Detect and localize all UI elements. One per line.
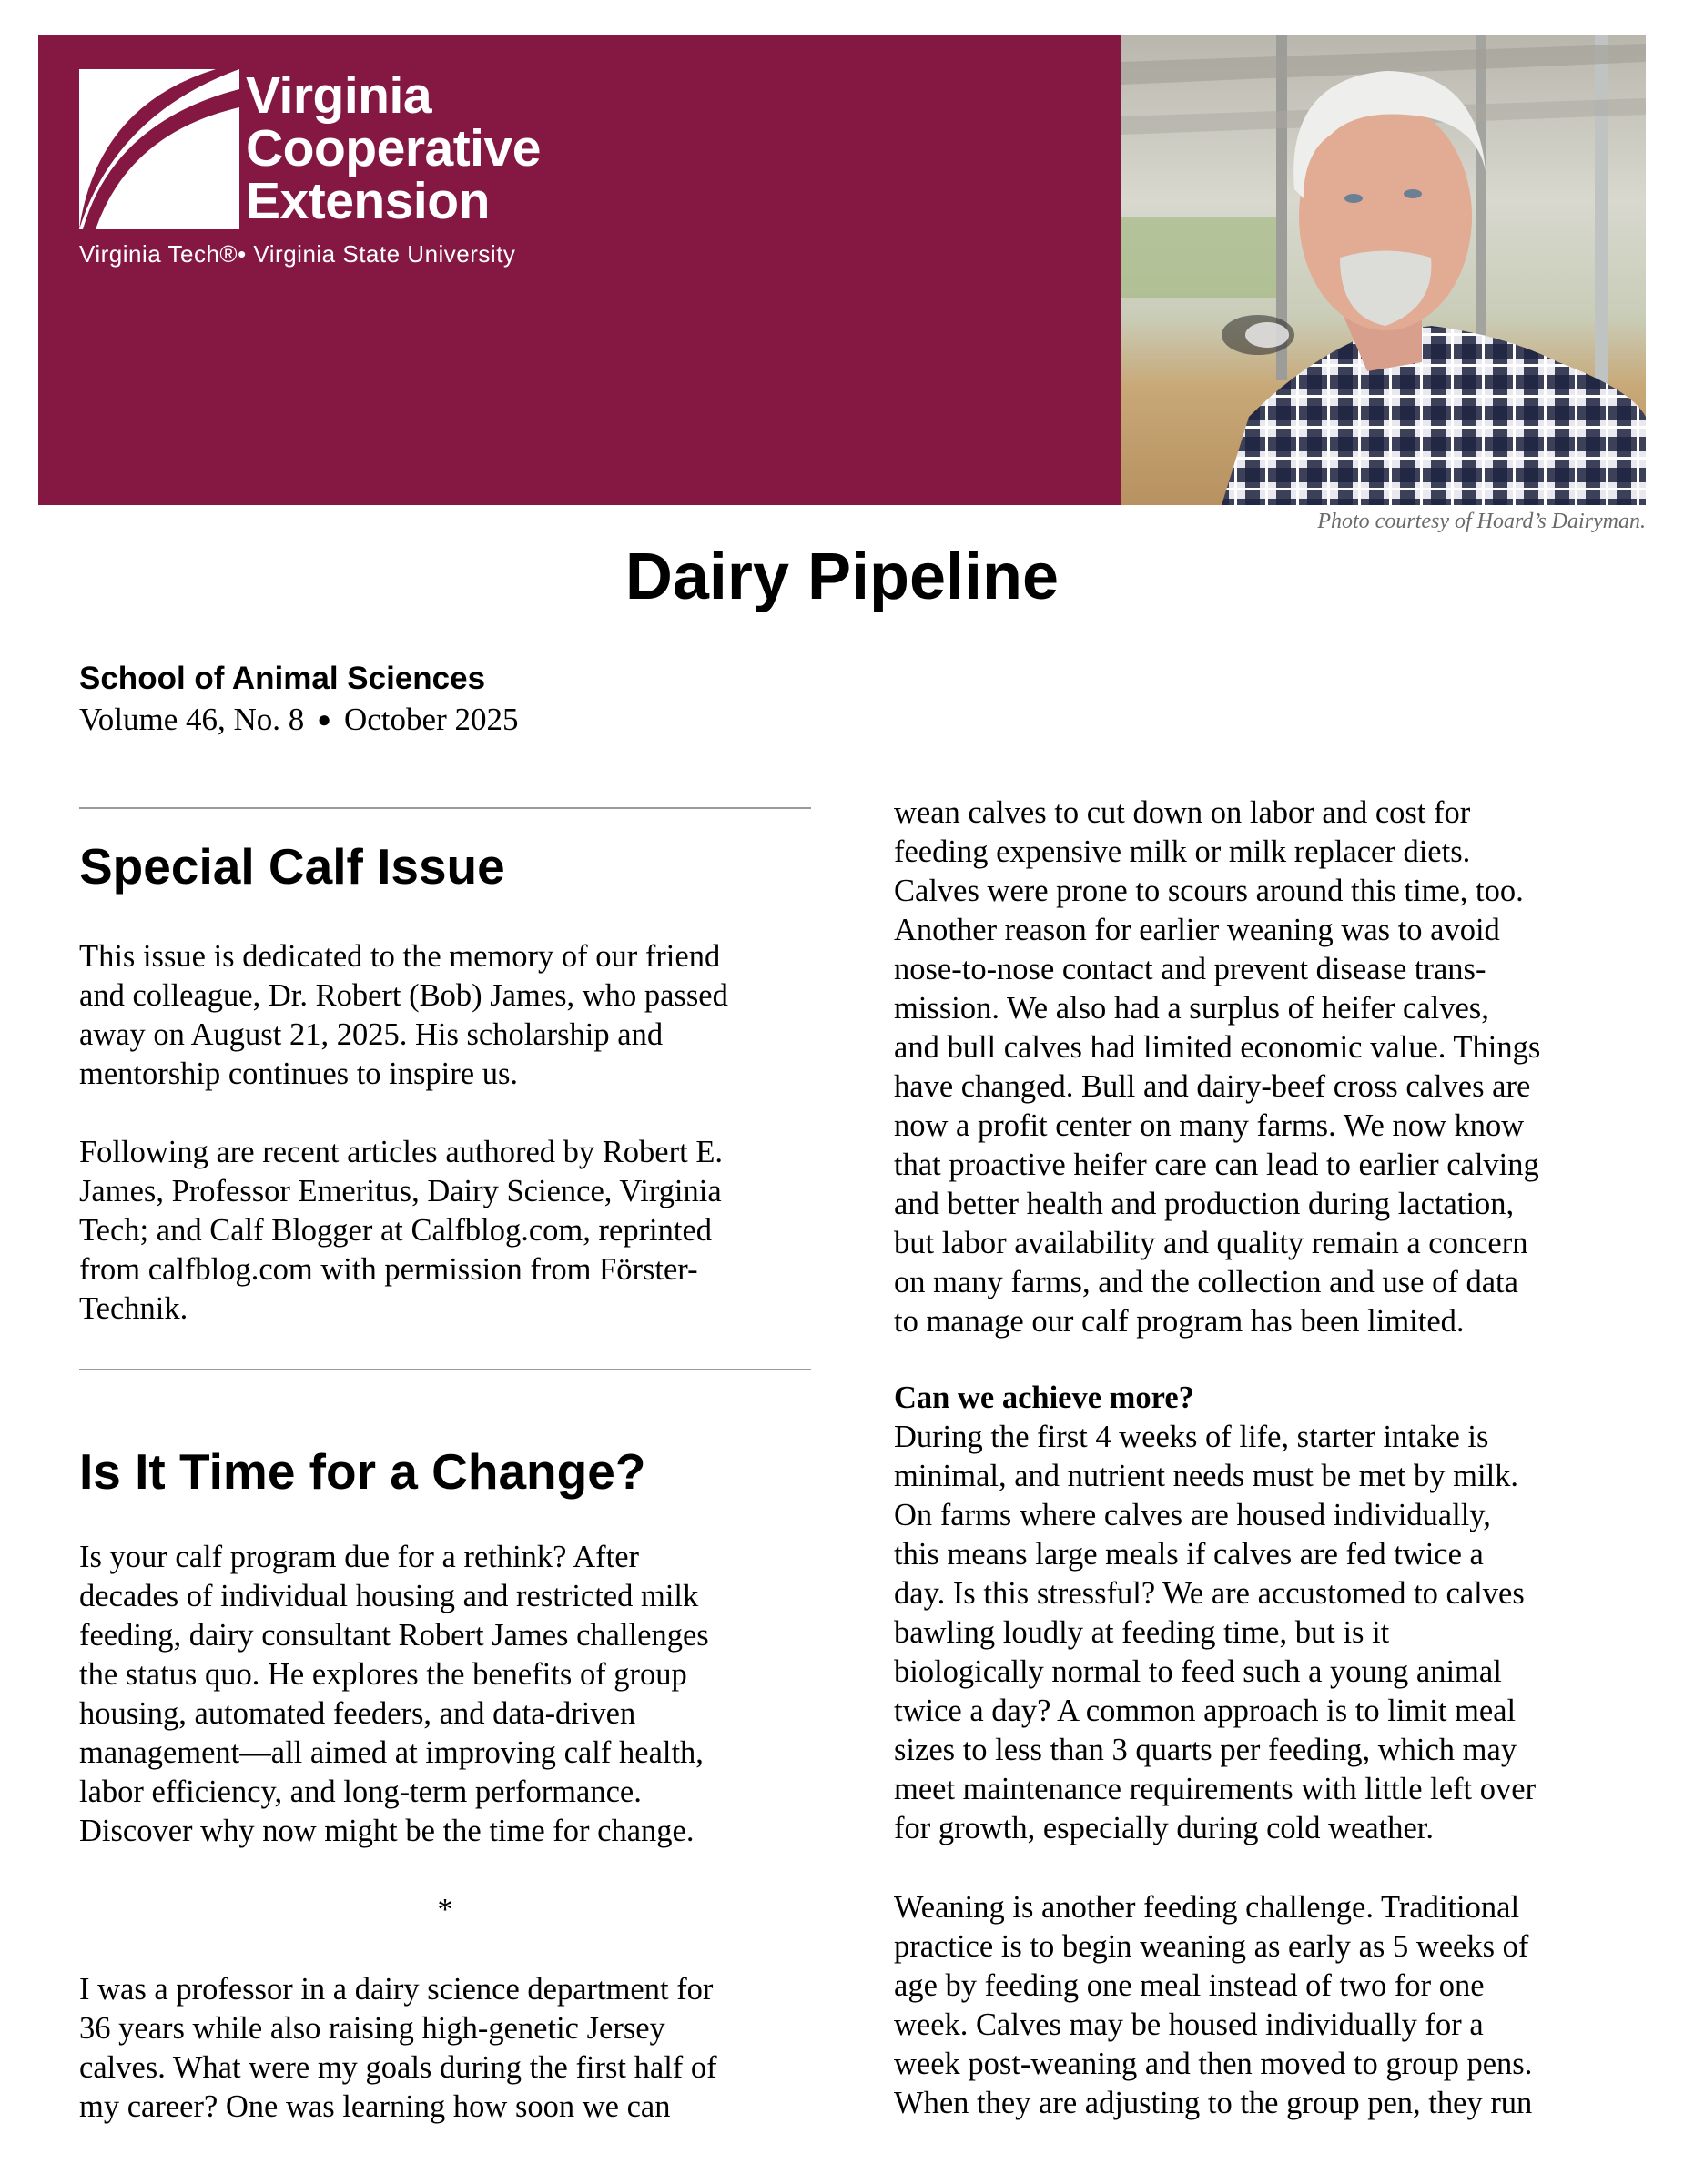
text-line: This issue is dedicated to the memory of our friend <box>79 939 721 974</box>
text-line: feeding expensive milk or milk replacer diets. <box>894 834 1471 869</box>
article-body-right-3 <box>894 1888 1622 2123</box>
text-line: mentorship continues to inspire us. <box>79 1057 518 1091</box>
vce-logo-wordmark <box>246 66 541 230</box>
text-line: away on August 21, 2025. His scholarship and <box>79 1017 664 1052</box>
text-line: on many farms, and the collection and use of data <box>894 1265 1518 1299</box>
text-line: to manage our calf program has been limited. <box>894 1304 1465 1339</box>
text-line: age by feeding one meal instead of two for one <box>894 1968 1485 2003</box>
vce-logo-icon <box>79 69 239 229</box>
text-line: wean calves to cut down on labor and cost for <box>894 795 1471 830</box>
asterisk-separator: * <box>437 1893 453 1926</box>
article-intro <box>79 1538 817 1851</box>
bullet-separator: ● <box>317 706 331 733</box>
portrait-photo <box>1121 35 1646 505</box>
text-line: nose-to-nose contact and prevent disease trans- <box>894 952 1486 986</box>
text-line: meet maintenance requirements with little left over <box>894 1772 1537 1806</box>
logo-line: Extension <box>246 172 490 230</box>
text-line: practice is to begin weaning as early as 5 weeks of <box>894 1929 1529 1964</box>
text-line: labor efficiency, and long-term performance. <box>79 1774 642 1809</box>
text-line: calves. What were my goals during the first half of <box>79 2050 717 2085</box>
portrait-image <box>1121 35 1646 505</box>
text-line: feeding, dairy consultant Robert James challenges <box>79 1618 709 1653</box>
article-heading: Is It Time for a Change? <box>79 1443 646 1500</box>
newsletter-title: Dairy Pipeline <box>624 541 1060 613</box>
text-line: have changed. Bull and dairy-beef cross calves are <box>894 1069 1531 1104</box>
school-name: School of Animal Sciences <box>79 661 486 696</box>
text-line: During the first 4 weeks of life, starter intake is <box>894 1420 1489 1454</box>
text-line: bawling loudly at feeding time, but is it <box>894 1615 1390 1650</box>
attribution-paragraph <box>79 1133 817 1329</box>
text-line: management—all aimed at improving calf health, <box>79 1735 704 1770</box>
text-line: James, Professor Emeritus, Dairy Science, Virginia <box>79 1174 722 1208</box>
text-line: the status quo. He explores the benefits of group <box>79 1657 687 1692</box>
logo-line: Virginia <box>246 66 432 125</box>
section-divider <box>79 807 811 809</box>
text-line: for growth, especially during cold weather. <box>894 1811 1435 1845</box>
text-line: week post-weaning and then moved to group pens. <box>894 2047 1533 2081</box>
text-line: Is your calf program due for a rethink? After <box>79 1540 640 1574</box>
logo-subtitle: Virginia Tech®• Virginia State University <box>79 240 516 268</box>
article-subheading: Can we achieve more? <box>894 1380 1194 1415</box>
article-body-right-2 <box>894 1379 1622 1848</box>
text-line: twice a day? A common approach is to limit meal <box>894 1694 1517 1728</box>
text-line: now a profit center on many farms. We now know <box>894 1108 1525 1143</box>
text-line: that proactive heifer care can lead to earlier calving <box>894 1148 1539 1182</box>
issue-date: October 2025 <box>344 702 519 737</box>
text-line: from calfblog.com with permission from Förster- <box>79 1252 698 1287</box>
section-divider <box>79 1369 811 1370</box>
article-body-right-1 <box>894 794 1622 1341</box>
text-line: Tech; and Calf Blogger at Calfblog.com, reprinted <box>79 1213 713 1248</box>
text-line: I was a professor in a dairy science department for <box>79 1972 714 2007</box>
text-line: minimal, and nutrient needs must be met by milk. <box>894 1459 1519 1493</box>
text-line: and better health and production during lactation, <box>894 1187 1515 1221</box>
text-line: Technik. <box>79 1291 188 1326</box>
text-line: week. Calves may be housed individually for a <box>894 2007 1484 2042</box>
text-line: decades of individual housing and restricted milk <box>79 1579 699 1613</box>
text-line: but labor availability and quality remain a concern <box>894 1226 1528 1260</box>
text-line: housing, automated feeders, and data-driven <box>79 1696 636 1731</box>
text-line: my career? One was learning how soon we can <box>79 2089 671 2124</box>
dedication-paragraph <box>79 937 817 1094</box>
text-line: Another reason for earlier weaning was to avoid <box>894 913 1500 947</box>
text-line: and colleague, Dr. Robert (Bob) James, who passed <box>79 978 728 1013</box>
text-line: sizes to less than 3 quarts per feeding, which may <box>894 1733 1517 1767</box>
text-line: Weaning is another feeding challenge. Traditional <box>894 1890 1520 1925</box>
issue-info <box>79 702 518 738</box>
text-line: biologically normal to feed such a young animal <box>894 1654 1502 1689</box>
text-line: Discover why now might be the time for change. <box>79 1814 695 1848</box>
logo-line: Cooperative <box>246 119 541 177</box>
text-line: When they are adjusting to the group pen, they run <box>894 2086 1533 2120</box>
text-line: mission. We also had a surplus of heifer calves, <box>894 991 1489 1026</box>
text-line: this means large meals if calves are fed twice a <box>894 1537 1484 1572</box>
text-line: Following are recent articles authored by Robert E. <box>79 1135 724 1169</box>
text-line: 36 years while also raising high-genetic Jersey <box>79 2011 665 2046</box>
photo-caption: Photo courtesy of Hoard’s Dairyman. <box>1317 510 1646 533</box>
volume-number: Volume 46, No. 8 <box>79 702 305 737</box>
section-heading-special-calf-issue: Special Calf Issue <box>79 838 505 895</box>
text-line: Calves were prone to scours around this time, too. <box>894 874 1524 908</box>
text-line: and bull calves had limited economic value. Things <box>894 1030 1541 1065</box>
article-body-left <box>79 1970 817 2127</box>
text-line: On farms where calves are housed individually, <box>894 1498 1491 1532</box>
text-line: day. Is this stressful? We are accustomed to calves <box>894 1576 1525 1611</box>
